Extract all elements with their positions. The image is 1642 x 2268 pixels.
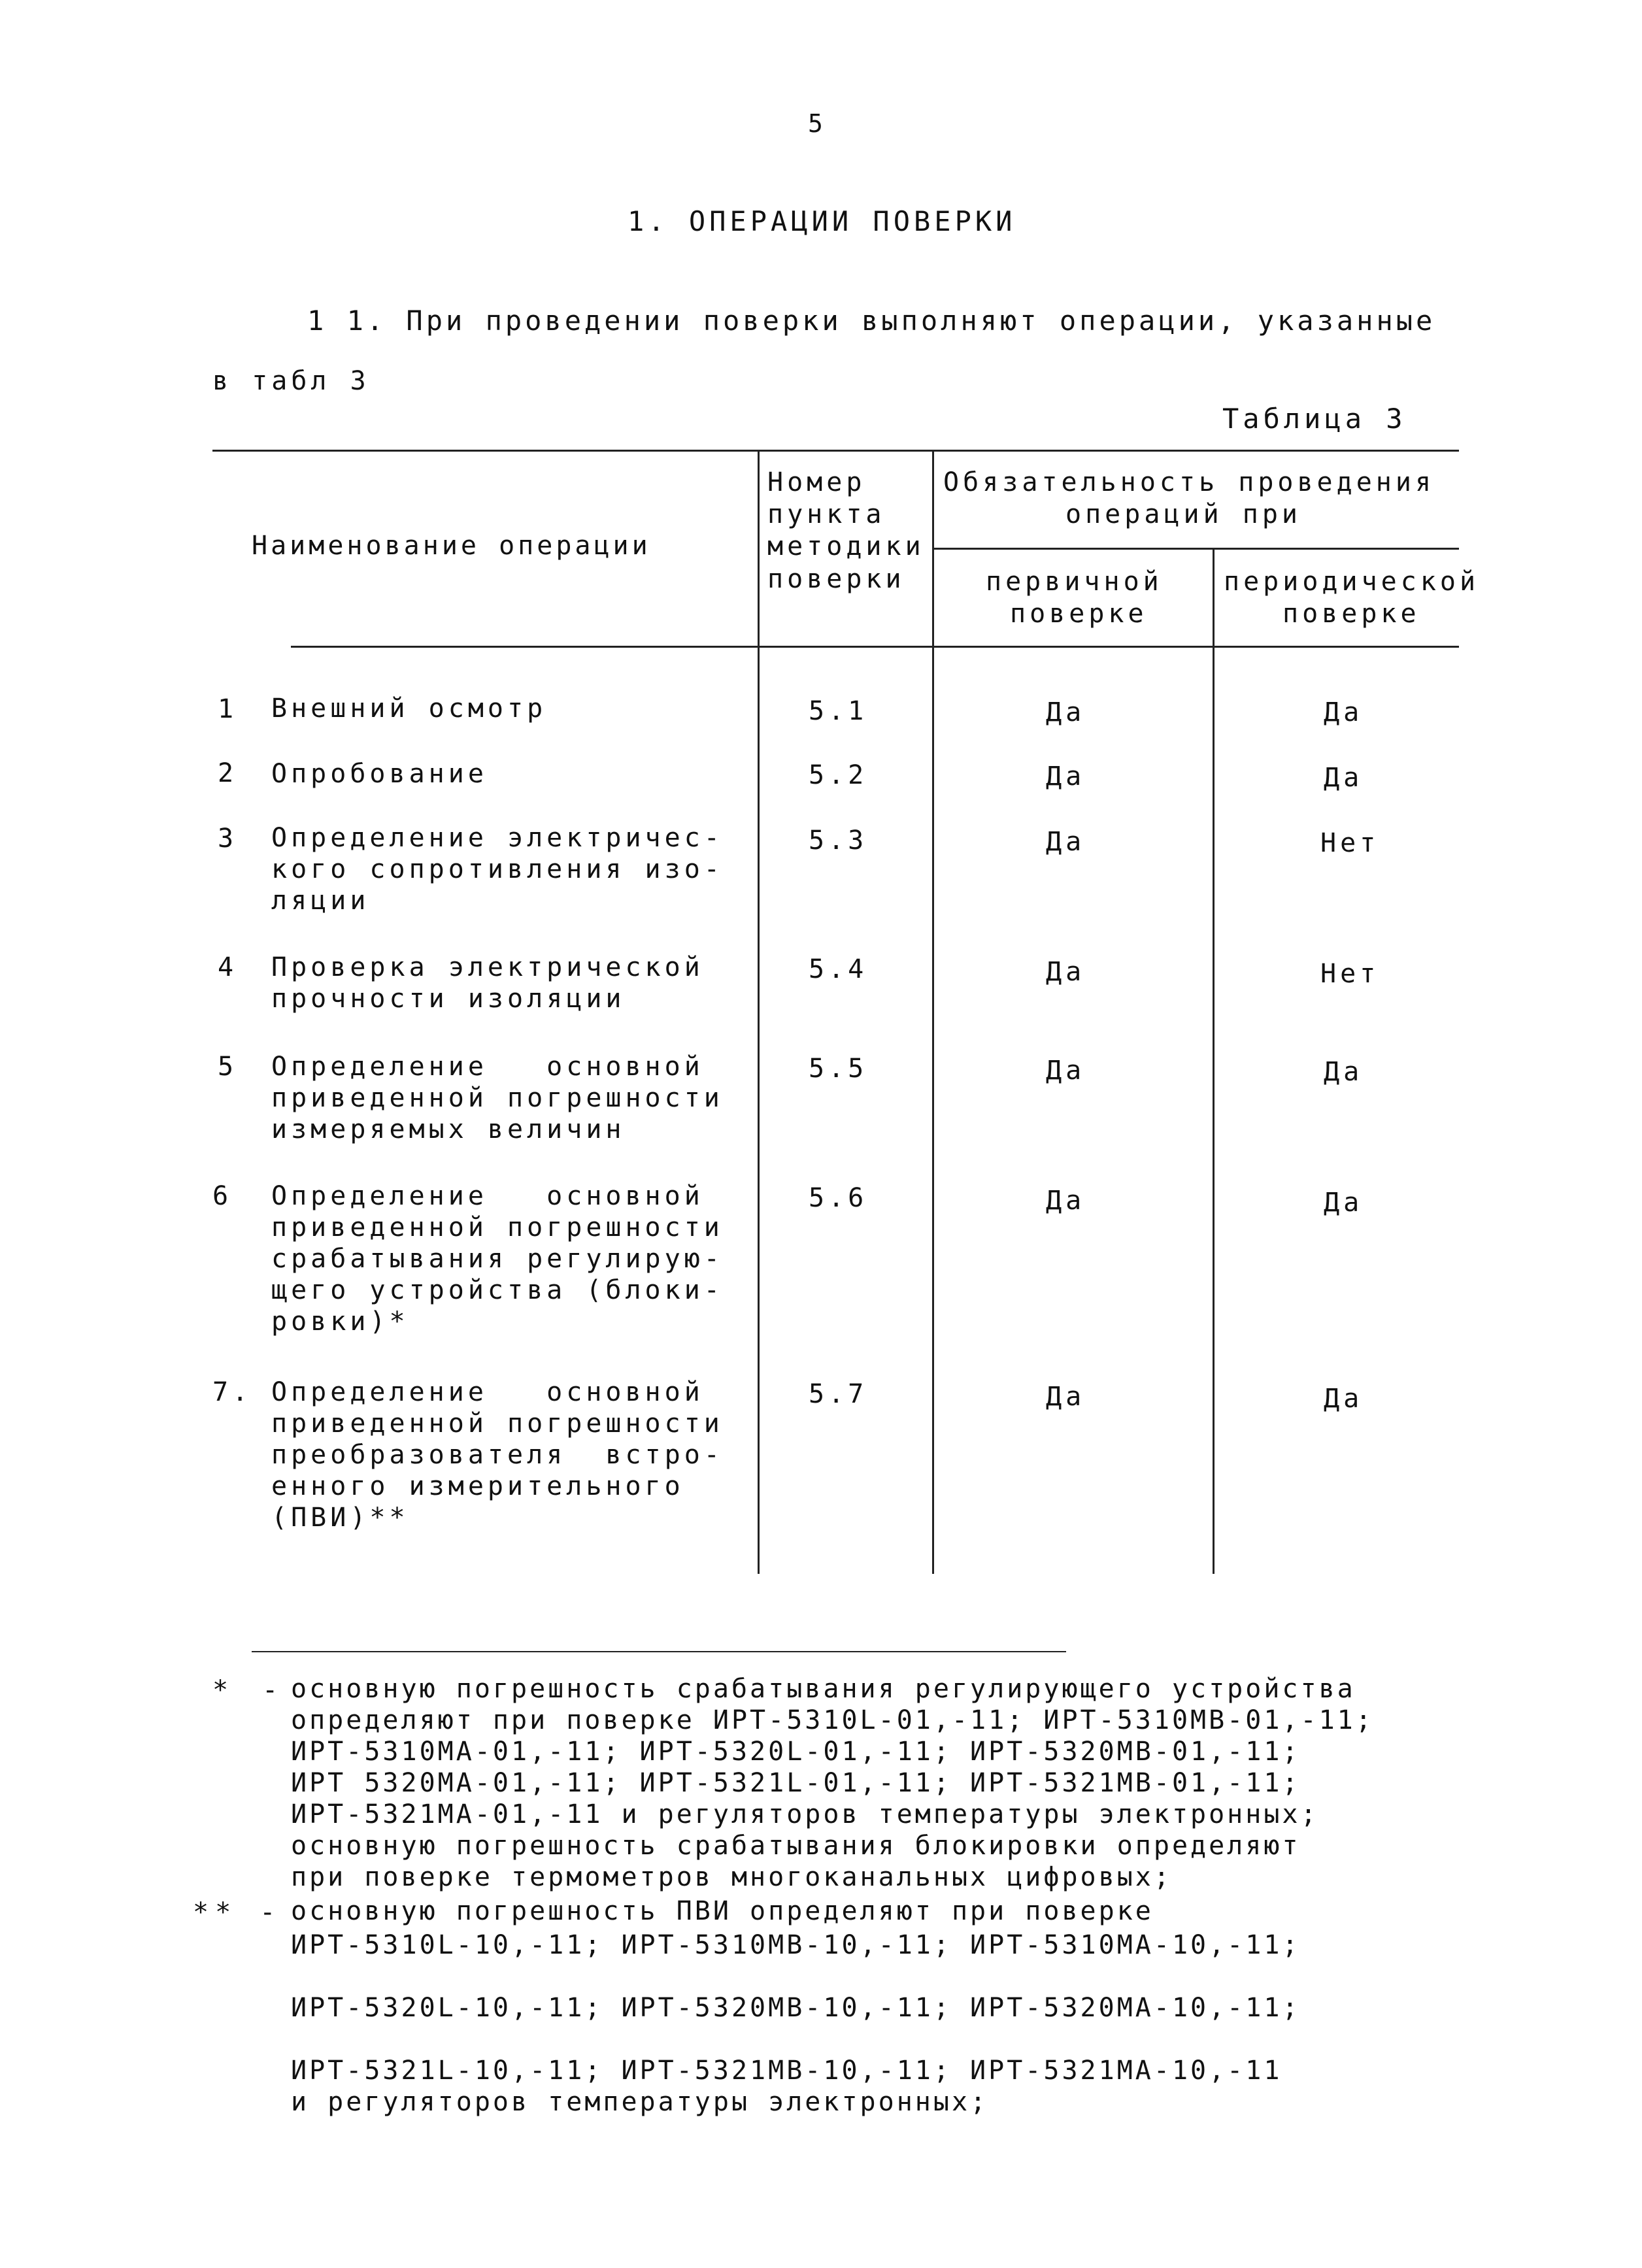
table-caption: Таблица 3: [1222, 403, 1407, 435]
row-4-clause: 5.4: [809, 954, 868, 984]
header-bottom-border: [291, 646, 1459, 648]
row-7-periodic: Да: [1324, 1384, 1364, 1414]
row-2-clause: 5.2: [809, 760, 868, 790]
row-5-name: Определение основной приведенной погрешности измеряемых величин: [271, 1052, 724, 1144]
row-6-number: 6: [212, 1181, 233, 1211]
footnote-2-mark: ** -: [193, 1897, 282, 1927]
row-4-name: Проверка электрической прочности изоляции: [271, 952, 704, 1014]
row-7-primary: Да: [1046, 1382, 1086, 1412]
row-3-clause: 5.3: [809, 825, 868, 856]
intro-line-2: в табл 3: [212, 366, 370, 396]
row-1-periodic: Да: [1324, 697, 1364, 727]
section-title: 1. ОПЕРАЦИИ ПОВЕРКИ: [628, 205, 1016, 237]
column-divider-2: [932, 450, 934, 1574]
page-number: 5: [808, 109, 827, 138]
header-mandatory-1: Обязательность проведения: [943, 467, 1435, 497]
header-mandatory-2: операций при: [1065, 499, 1301, 529]
row-3-name: Определение электричес- кого сопротивления изо- ляции: [271, 823, 724, 916]
footnote-separator: [252, 1651, 1066, 1652]
row-1-number: 1: [218, 694, 238, 724]
column-divider-1: [758, 450, 760, 1574]
mandatory-subheader-border: [932, 548, 1459, 550]
row-4-primary: Да: [1046, 957, 1086, 987]
row-2-number: 2: [218, 758, 238, 788]
intro-line-1: 1 1. При проведении поверки выполняют операции, указанные: [307, 305, 1436, 337]
header-periodic-2: поверке: [1282, 599, 1420, 629]
header-operation-name: Наименование операции: [252, 531, 651, 561]
header-periodic-1: периодической: [1224, 567, 1480, 597]
row-4-number: 4: [218, 952, 238, 982]
row-6-name: Определение основной приведенной погрешности срабатывания регулирую- щего устройства (блоки- ровки)*: [271, 1181, 724, 1337]
table-top-border: [212, 450, 1459, 452]
header-clause-1: Номер: [767, 467, 866, 497]
header-primary-1: первичной: [986, 567, 1163, 597]
row-5-periodic: Да: [1324, 1057, 1364, 1087]
row-1-clause: 5.1: [809, 696, 868, 726]
row-1-primary: Да: [1046, 697, 1086, 727]
row-7-number: 7.: [212, 1377, 252, 1407]
footnote-1-mark: * -: [212, 1675, 288, 1705]
header-primary-2: поверке: [1010, 599, 1148, 629]
row-1-name: Внешний осмотр: [271, 693, 547, 724]
row-6-periodic: Да: [1324, 1188, 1364, 1218]
row-2-primary: Да: [1046, 761, 1086, 792]
row-4-periodic: Нет: [1320, 959, 1380, 989]
row-5-primary: Да: [1046, 1056, 1086, 1086]
row-2-periodic: Да: [1324, 763, 1364, 793]
row-7-name: Определение основной приведенной погрешности преобразователя встро- енного измерительного (ПВИ)**: [271, 1377, 724, 1533]
row-3-periodic: Нет: [1320, 828, 1380, 858]
footnote-1-text: основную погрешность срабатывания регулирующего устройства определяют при поверке ИРТ-5310L-01,-11; ИРТ-5310МВ-01,-11; ИРТ-5310МА-01,-11; ИРТ-5320L-01,-11; ИРТ-5320МВ-01,-11; ИРТ 5320МА-01,-11; ИРТ-5321L-01,-11; ИРТ-5321МВ-01,-11; ИРТ-5321МА-01,-11 и регуляторов температуры электронных; основную погрешность срабатывания блокировки определяют при поверке термометров многоканальных цифровых;: [291, 1674, 1374, 1892]
row-5-clause: 5.5: [809, 1054, 868, 1084]
row-7-clause: 5.7: [809, 1379, 868, 1409]
header-clause-2: пункта: [767, 499, 886, 529]
footnote-2-text: основную погрешность ПВИ определяют при поверке ИРТ-5310L-10,-11; ИРТ-5310МВ-10,-11; ИРТ-5310МА-10,-11; ИРТ-5320L-10,-11; ИРТ-5320МВ-10,-11; ИРТ-5320МА-10,-11; ИРТ-5321L-10,-11; ИРТ-5321МВ-10,-11; ИРТ-5321МА-10,-11 и регуляторов температуры электронных;: [291, 1896, 1301, 2117]
header-clause-3: методики: [767, 531, 925, 561]
row-5-number: 5: [218, 1052, 238, 1082]
row-6-clause: 5.6: [809, 1183, 868, 1213]
row-2-name: Опробование: [271, 759, 488, 789]
header-clause-4: поверки: [767, 564, 905, 594]
row-6-primary: Да: [1046, 1186, 1086, 1216]
row-3-primary: Да: [1046, 827, 1086, 857]
column-divider-3: [1213, 548, 1215, 1574]
row-3-number: 3: [218, 824, 238, 854]
